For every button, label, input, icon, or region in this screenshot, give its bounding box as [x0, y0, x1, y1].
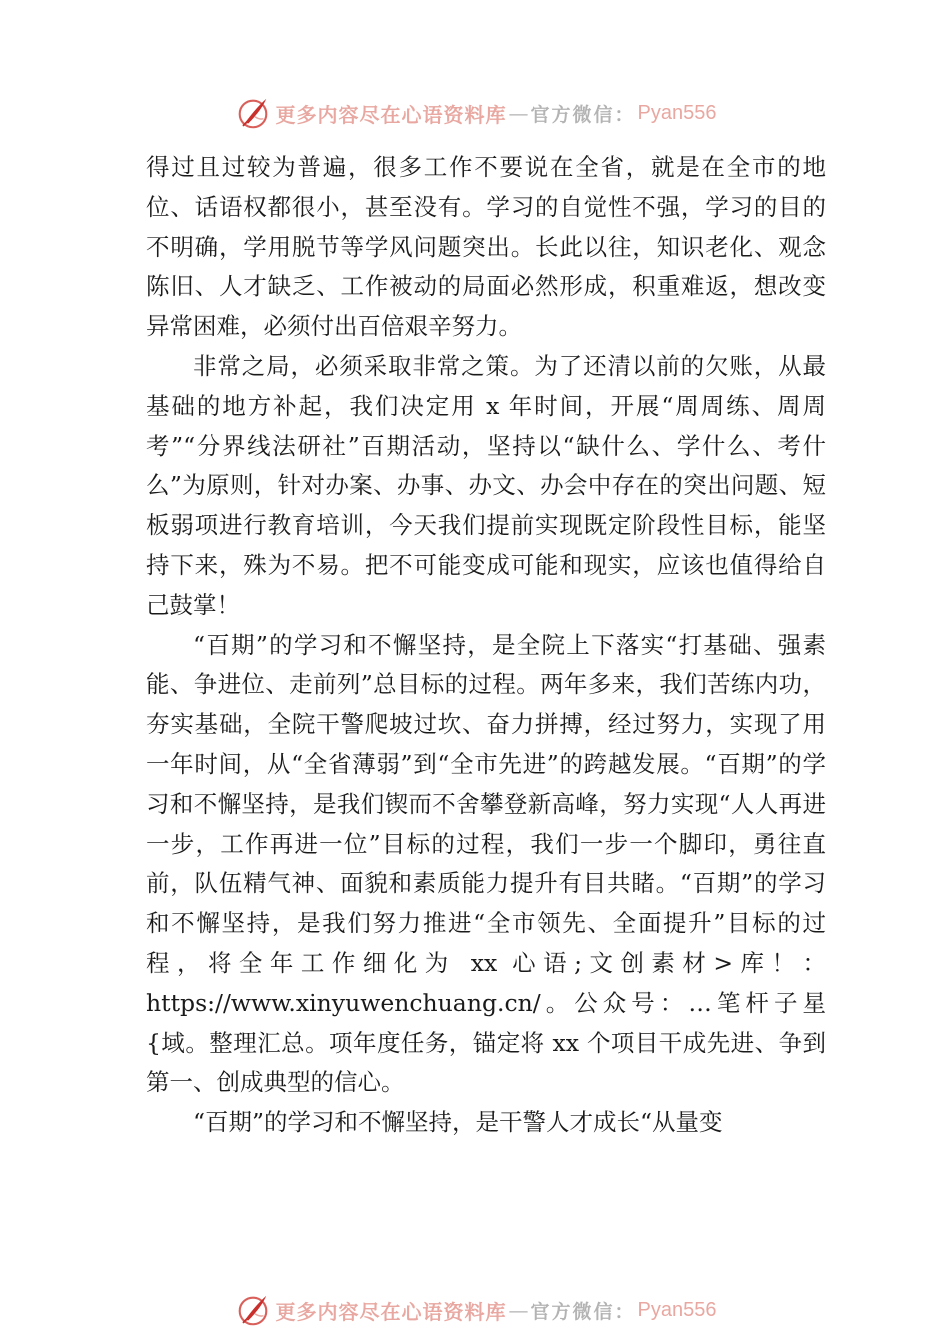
banner-wechat-label: 官方微信： — [530, 103, 636, 126]
banner-wechat-id: Pyan556 — [637, 1298, 717, 1321]
banner-title: 更多内容尽在心语资料库 — [275, 1299, 507, 1324]
paragraph-4: “百期”的学习和不懈坚持，是干警人才成长“从量变 — [193, 1108, 723, 1137]
banner-wechat-id: Pyan556 — [637, 101, 717, 124]
document-body — [146, 148, 826, 1143]
banner-separator: — — [508, 1298, 529, 1322]
paragraph-1: 得过且过较为普遍，很多工作不要说在全省，就是在全市的地位、话语权都很小，甚至没有。学习的自觉性不强，学习的目的不明确，学用脱节等学风问题突出。长此以往，知识老化、观念陈旧、人才缺乏、工作被动的局面必然形成，积重难返，想改变异常困难，必须付出百倍艰辛努力。 — [146, 153, 826, 341]
paragraph-2: 非常之局，必须采取非常之策。为了还清以前的欠账，从最基础的地方补起，我们决定用 x 年时间，开展“周周练、周周考”“分界线法研社”百期活动，坚持以“缺什么、学什么、考什么”为原则，针对办案、办事、办文、办会中存在的突出问题、短板弱项进行教育培训，今天我们提前实现既定阶段性目标，能坚持下来，殊为不易。把不可能变成可能和现实，应该也值得给自己鼓掌！ — [146, 351, 826, 619]
banner-title: 更多内容尽在心语资料库 — [275, 102, 507, 127]
paragraph-3: “百期”的学习和不懈坚持，是全院上下落实“打基础、强素能、争进位、走前列”总目标的过程。两年多来，我们苦练内功，夯实基础，全院干警爬坡过坎、奋力拼搏，经过努力，实现了用一年时间，从“全省薄弱”到“全市先进”的跨越发展。“百期”的学习和不懈坚持，是我们锲而不舍攀登新高峰，努力实现“人人再进一步，工作再进一位”目标的过程，我们一步一个脚印，勇往直前，队伍精气神、面貌和素质能力提升有目共睹。“百期”的学习和不懈坚持，是我们努力推进“全市领先、全面提升”目标的过程，将全年工作细化为 xx 心语;文创素材>库！：https://www.xinyuwenchuang.cn/。公众号：…笔杆子星{域。整理汇总。项年度任务，锚定将 xx 个项目干成先进、争到第一、创成典型的信心。 — [146, 630, 826, 1097]
quill-logo-icon — [234, 94, 272, 132]
footer-banner — [0, 1290, 950, 1330]
quill-logo-icon — [234, 1291, 272, 1329]
header-banner — [0, 93, 950, 133]
banner-separator: — — [508, 101, 529, 125]
banner-wechat-label: 官方微信： — [530, 1300, 636, 1323]
